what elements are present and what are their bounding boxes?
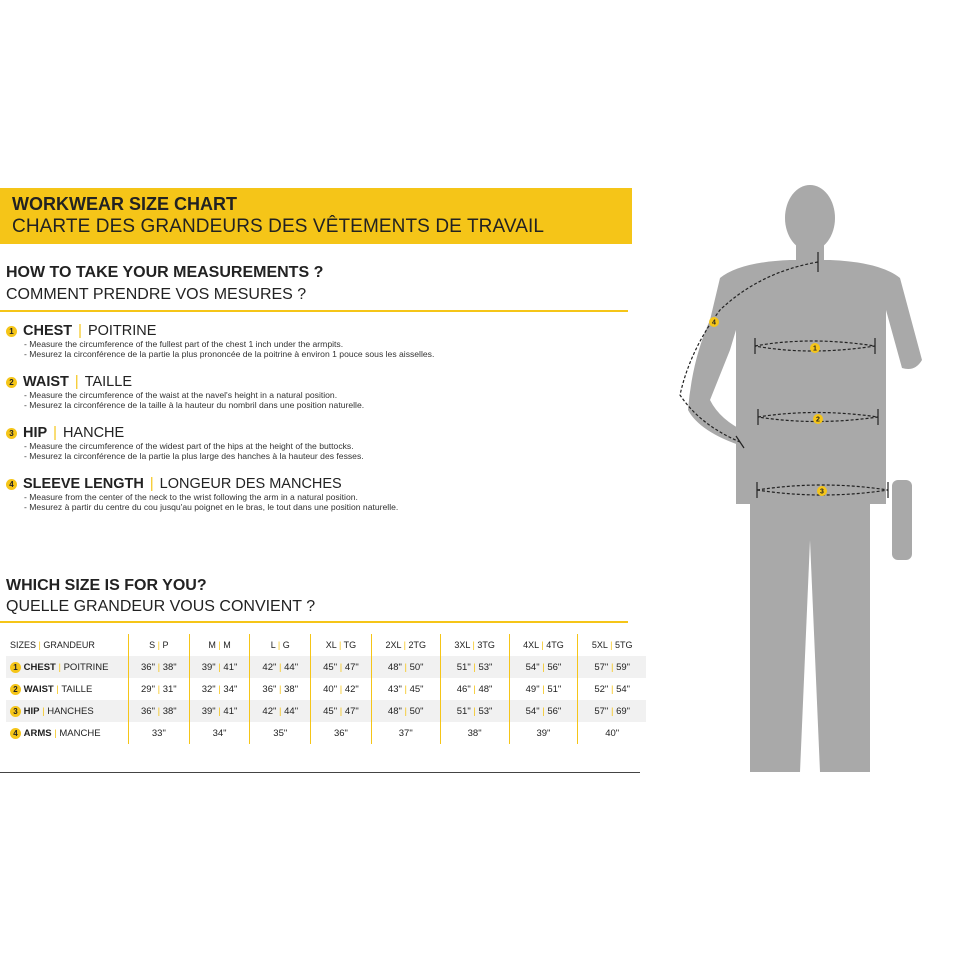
size-header-2xl: 2XL | 2TG <box>371 634 440 656</box>
size-value-cell: 45" | 47" <box>311 656 372 678</box>
marker-3-icon: 3 <box>6 428 17 439</box>
table-row <box>6 722 646 744</box>
section-divider <box>0 310 628 312</box>
which-size-subtitle: QUELLE GRANDEUR VOUS CONVIENT ? <box>6 598 316 615</box>
size-value-cell: 29" | 31" <box>129 678 190 700</box>
row-label: 3 HIP | HANCHES <box>6 700 129 722</box>
size-value-cell: 39" <box>509 722 578 744</box>
size-value-cell: 54" | 56" <box>509 656 578 678</box>
size-value-cell: 36" | 38" <box>129 656 190 678</box>
size-value-cell: 57" | 69" <box>578 700 646 722</box>
measure-name-en: CHEST <box>23 323 73 339</box>
table-row <box>6 700 646 722</box>
size-header-4xl: 4XL | 4TG <box>509 634 578 656</box>
table-row <box>6 656 646 678</box>
measure-name-fr: HANCHE <box>62 425 125 441</box>
marker-1-icon: 1 <box>6 326 17 337</box>
measure-desc-fr: - Mesurez à partir du centre du cou jusqu'au poignet en le bras, le tout dans une position naturelle. <box>24 502 399 512</box>
how-to-title: HOW TO TAKE YOUR MEASUREMENTS ? <box>6 264 324 281</box>
measure-name-fr: TAILLE <box>84 374 132 390</box>
silhouette-icon <box>688 185 922 772</box>
size-value-cell: 37" <box>371 722 440 744</box>
title-banner <box>0 188 632 244</box>
measure-desc-fr: - Mesurez la circonférence de la partie la plus prononcée de la poitrine à environ 1 pouce sous les aisselles. <box>24 349 435 359</box>
measurement-chest: 1 CHEST | POITRINE - Measure the circumference of the fullest part of the chest 1 inch under the armpits. - Mesurez la circonférence de la partie la plus prononcée de la poitrine à environ 1 pouce sous les aisselles. <box>6 323 626 359</box>
size-value-cell: 36" | 38" <box>250 678 311 700</box>
measurement-sleeve: 4 SLEEVE LENGTH | LONGEUR DES MANCHES - Measure from the center of the neck to the wrist following the arm in a natural position. - Mesurez à partir du centre du cou jusqu'au poignet en le bras, le tout dans une position naturelle. <box>6 476 626 512</box>
measure-desc-fr: - Mesurez la circonférence de la taille à la hauteur du nombril dans une position naturelle. <box>24 400 365 410</box>
measure-desc-en: - Measure the circumference of the waist at the navel's height in a natural position. <box>24 390 338 400</box>
size-value-cell: 54" | 56" <box>509 700 578 722</box>
measure-name-fr: LONGEUR DES MANCHES <box>159 476 342 492</box>
size-header-xl: XL | TG <box>311 634 372 656</box>
row-label: 2 WAIST | TAILLE <box>6 678 129 700</box>
size-value-cell: 45" | 47" <box>311 700 372 722</box>
size-value-cell: 36" <box>311 722 372 744</box>
chart-title-en: WORKWEAR SIZE CHART <box>12 194 237 214</box>
size-value-cell: 42" | 44" <box>250 700 311 722</box>
size-header-s: S | P <box>129 634 190 656</box>
size-value-cell: 34" <box>189 722 250 744</box>
row-marker-icon: 4 <box>10 728 21 739</box>
measure-name-en: WAIST <box>23 374 69 390</box>
size-value-cell: 52" | 54" <box>578 678 646 700</box>
measure-desc-en: - Measure the circumference of the fullest part of the chest 1 inch under the armpits. <box>24 339 344 349</box>
table-header-label: SIZES | GRANDEUR <box>10 640 95 650</box>
size-value-cell: 57" | 59" <box>578 656 646 678</box>
size-value-cell: 39" | 41" <box>189 700 250 722</box>
waist-marker-label: 2 <box>816 416 820 424</box>
sleeve-marker-label: 4 <box>712 319 716 327</box>
row-marker-icon: 2 <box>10 684 21 695</box>
size-header-3xl: 3XL | 3TG <box>440 634 509 656</box>
size-header-l: L | G <box>250 634 311 656</box>
measurement-hip: 3 HIP | HANCHE - Measure the circumference of the widest part of the hips at the height of the buttocks. - Mesurez la circonférence de la partie la plus large des hanches à la hauteur des fesses. <box>6 425 626 461</box>
table-header-row <box>6 634 646 656</box>
size-value-cell: 39" | 41" <box>189 656 250 678</box>
size-table <box>6 634 646 744</box>
size-header-m: M | M <box>189 634 250 656</box>
row-label: 1 CHEST | POITRINE <box>6 656 129 678</box>
marker-4-icon: 4 <box>6 479 17 490</box>
size-value-cell: 46" | 48" <box>440 678 509 700</box>
size-value-cell: 43" | 45" <box>371 678 440 700</box>
size-value-cell: 35" <box>250 722 311 744</box>
size-value-cell: 42" | 44" <box>250 656 311 678</box>
table-row <box>6 678 646 700</box>
bottom-divider <box>0 772 640 773</box>
measure-desc-en: - Measure from the center of the neck to the wrist following the arm in a natural position. <box>24 492 358 502</box>
measurement-waist: 2 WAIST | TAILLE - Measure the circumference of the waist at the navel's height in a natural position. - Mesurez la circonférence de la taille à la hauteur du nombril dans une position naturelle. <box>6 374 626 410</box>
row-marker-icon: 3 <box>10 706 21 717</box>
size-value-cell: 33" <box>129 722 190 744</box>
body-silhouette-figure <box>660 180 960 780</box>
measure-name-fr: POITRINE <box>87 323 157 339</box>
size-value-cell: 38" <box>440 722 509 744</box>
measure-name-en: HIP <box>23 425 48 441</box>
chest-marker-label: 1 <box>813 345 817 353</box>
size-header-5xl: 5XL | 5TG <box>578 634 646 656</box>
section-divider <box>0 621 628 623</box>
marker-2-icon: 2 <box>6 377 17 388</box>
size-value-cell: 49" | 51" <box>509 678 578 700</box>
hip-marker-label: 3 <box>820 488 824 496</box>
size-value-cell: 32" | 34" <box>189 678 250 700</box>
measure-desc-fr: - Mesurez la circonférence de la partie la plus large des hanches à la hauteur des fesses. <box>24 451 364 461</box>
chart-title-fr: CHARTE DES GRANDEURS DES VÊTEMENTS DE TRAVAIL <box>12 216 545 237</box>
row-label: 4 ARMS | MANCHE <box>6 722 129 744</box>
size-value-cell: 51" | 53" <box>440 656 509 678</box>
measure-desc-en: - Measure the circumference of the widest part of the hips at the height of the buttocks. <box>24 441 354 451</box>
size-value-cell: 51" | 53" <box>440 700 509 722</box>
size-value-cell: 48" | 50" <box>371 656 440 678</box>
which-size-title: WHICH SIZE IS FOR YOU? <box>6 577 207 594</box>
size-value-cell: 48" | 50" <box>371 700 440 722</box>
size-value-cell: 36" | 38" <box>129 700 190 722</box>
measure-name-en: SLEEVE LENGTH <box>23 476 144 492</box>
row-marker-icon: 1 <box>10 662 21 673</box>
size-value-cell: 40" <box>578 722 646 744</box>
how-to-subtitle: COMMENT PRENDRE VOS MESURES ? <box>6 286 307 303</box>
size-value-cell: 40" | 42" <box>311 678 372 700</box>
